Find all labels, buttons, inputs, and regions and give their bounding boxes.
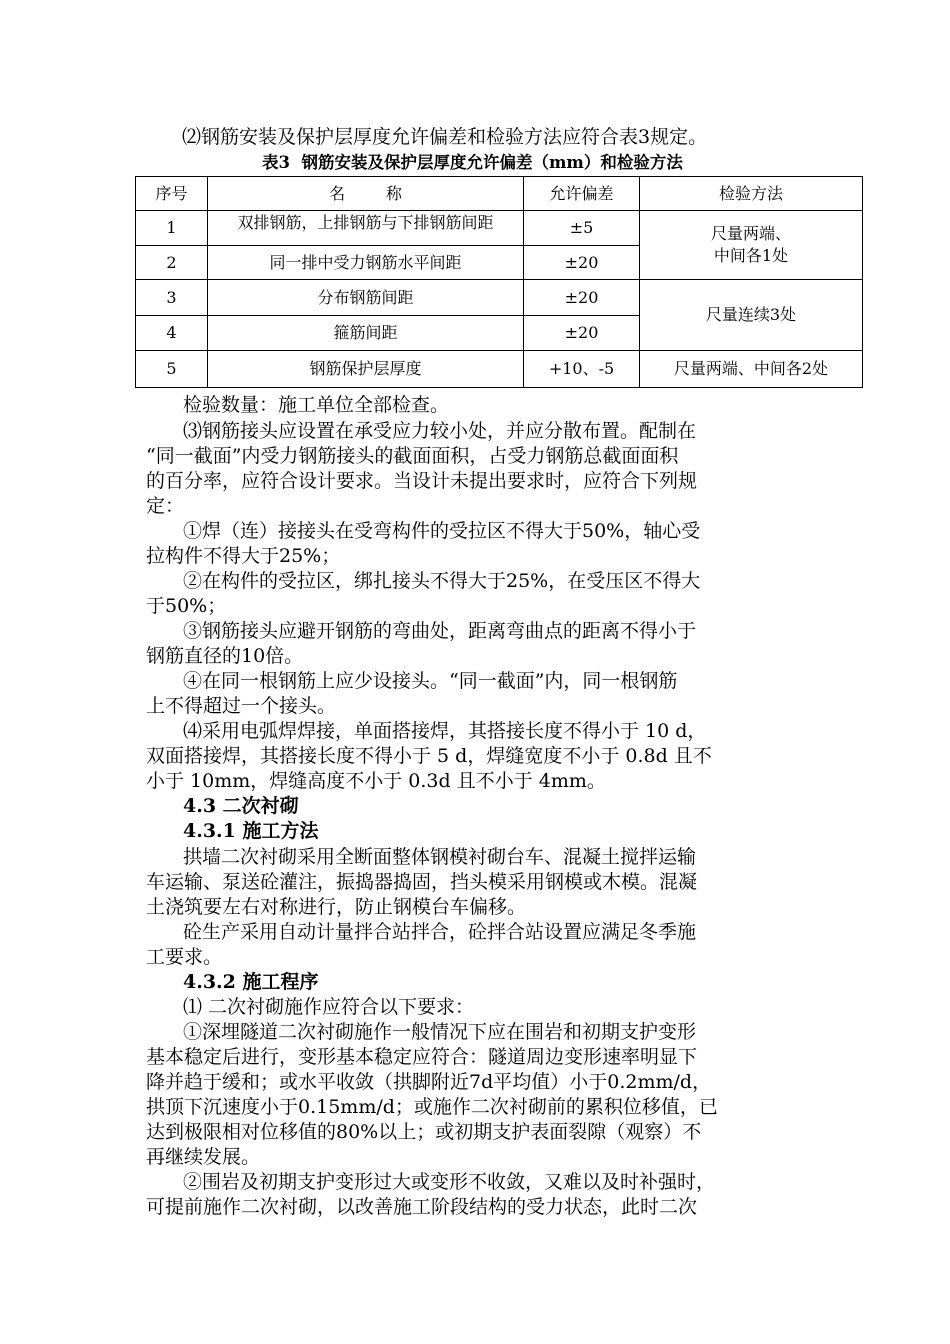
table-header-row <box>136 177 863 211</box>
paragraph-line: 上不得超过一个接头。 <box>146 695 337 717</box>
row-tolerance: ±5 <box>524 211 640 246</box>
paragraph-line: 工要求。 <box>146 946 223 968</box>
row-name: 分布钢筋间距 <box>208 280 524 316</box>
subsection-heading: 4.3.2 施工程序 <box>183 971 319 993</box>
paragraph-line: “同一截面”内受力钢筋接头的截面面积，占受力钢筋总截面面积 <box>146 445 679 467</box>
row-tolerance: ±20 <box>524 246 640 280</box>
paragraph-line: 拱顶下沉速度小于0.15mm/d；或施作二次衬砌前的累积位移值，已 <box>146 1096 718 1118</box>
row-tolerance: +10、-5 <box>524 351 640 388</box>
paragraph-line: 基本稳定后进行，变形基本稳定应符合：隧道周边变形速率明显下 <box>146 1046 698 1068</box>
paragraph-line: 拱墙二次衬砌采用全断面整体钢模衬砌台车、混凝土搅拌运输 <box>183 846 697 868</box>
row-tolerance: ±20 <box>524 316 640 351</box>
paragraph-line: ⑴ 二次衬砌施作应符合以下要求： <box>183 996 475 1018</box>
paragraph-line: 小于 10mm，焊缝高度不小于 0.3d 且不小于 4mm。 <box>146 770 606 792</box>
header-tolerance: 允许偏差 <box>524 177 640 211</box>
row-no: 4 <box>136 316 208 351</box>
row-tolerance: ±20 <box>524 280 640 316</box>
subsection-heading: 4.3.1 施工方法 <box>183 820 319 842</box>
paragraph-line: 拉构件不得大于25%； <box>146 545 341 567</box>
paragraph-line: 达到极限相对位移值的80%以上；或初期支护表面裂隙（观察）不 <box>146 1121 702 1143</box>
row-name <box>208 211 524 246</box>
header-no: 序号 <box>136 177 208 211</box>
paragraph-line: 可提前施作二次衬砌，以改善施工阶段结构的受力状态，此时二次 <box>146 1196 698 1218</box>
row-name: 钢筋保护层厚度 <box>208 351 524 388</box>
paragraph-line: 的百分率，应符合设计要求。当设计未提出要求时，应符合下列规 <box>146 470 698 492</box>
paragraph-line: ①深埋隧道二次衬砌施作一般情况下应在围岩和初期支护变形 <box>183 1021 697 1043</box>
paragraph-line: 检验数量：施工单位全部检查。 <box>183 394 450 416</box>
row-method-merged: 尺量连续3处 <box>640 280 863 351</box>
section-heading: 4.3 二次衬砌 <box>183 795 299 817</box>
row-method-merged <box>640 211 863 280</box>
method-line-1: 尺量两端、 <box>710 224 791 243</box>
paragraph-line: ②在构件的受拉区，绑扎接头不得大于25%，在受压区不得大 <box>183 570 701 592</box>
paragraph-line: 定： <box>146 495 185 517</box>
table-row <box>136 211 863 246</box>
table-row <box>136 280 863 316</box>
row-no: 3 <box>136 280 208 316</box>
row-method: 尺量两端、中间各2处 <box>640 351 863 388</box>
header-name: 名 称 <box>208 177 524 211</box>
paragraph-line: ⑶钢筋接头应设置在承受应力较小处，并应分散布置。配制在 <box>183 420 697 442</box>
intro-line: ⑵钢筋安装及保护层厚度允许偏差和检验方法应符合表3规定。 <box>182 126 708 148</box>
paragraph-line: ④在同一根钢筋上应少设接头。“同一截面”内，同一根钢筋 <box>183 670 678 692</box>
tolerance-table <box>135 176 863 388</box>
header-method: 检验方法 <box>640 177 863 211</box>
paragraph-line: 砼生产采用自动计量拌合站拌合，砼拌合站设置应满足冬季施 <box>183 921 697 943</box>
paragraph-line: 钢筋直径的10倍。 <box>146 645 304 667</box>
paragraph-line: ②围岩及初期支护变形过大或变形不收敛，又难以及时补强时， <box>183 1171 716 1193</box>
paragraph-line: 车运输、泵送砼灌注，振捣器捣固，挡头模采用钢模或木模。混凝 <box>146 871 698 893</box>
row-name: 同一排中受力钢筋水平间距 <box>208 246 524 280</box>
paragraph-line: ①焊（连）接接头在受弯构件的受拉区不得大于50%，轴心受 <box>183 520 701 542</box>
row-name-text: 双排钢筋，上排钢筋与下排钢筋间距 <box>237 213 494 232</box>
paragraph-line: 再继续发展。 <box>146 1146 261 1168</box>
paragraph-line: ⑷采用电弧焊焊接，单面搭接焊，其搭接长度不得小于 10 d， <box>183 720 707 742</box>
paragraph-line: 双面搭接焊，其搭接长度不得小于 5 d，焊缝宽度不小于 0.8d 且不 <box>146 745 712 767</box>
paragraph-line: 于50%； <box>146 595 227 617</box>
paragraph-line: 降并趋于缓和；或水平收敛（拱脚附近7d平均值）小于0.2mm/d， <box>146 1071 712 1093</box>
row-no: 1 <box>136 211 208 246</box>
paragraph-line: ③钢筋接头应避开钢筋的弯曲处，距离弯曲点的距离不得小于 <box>183 620 697 642</box>
row-name: 箍筋间距 <box>208 316 524 351</box>
row-no: 2 <box>136 246 208 280</box>
table-caption: 表3 钢筋安装及保护层厚度允许偏差（mm）和检验方法 <box>262 153 683 172</box>
table-row <box>136 351 863 388</box>
method-line-2: 中间各1处 <box>713 246 789 265</box>
row-no: 5 <box>136 351 208 388</box>
paragraph-line: 土浇筑要左右对称进行，防止钢模台车偏移。 <box>146 896 527 918</box>
